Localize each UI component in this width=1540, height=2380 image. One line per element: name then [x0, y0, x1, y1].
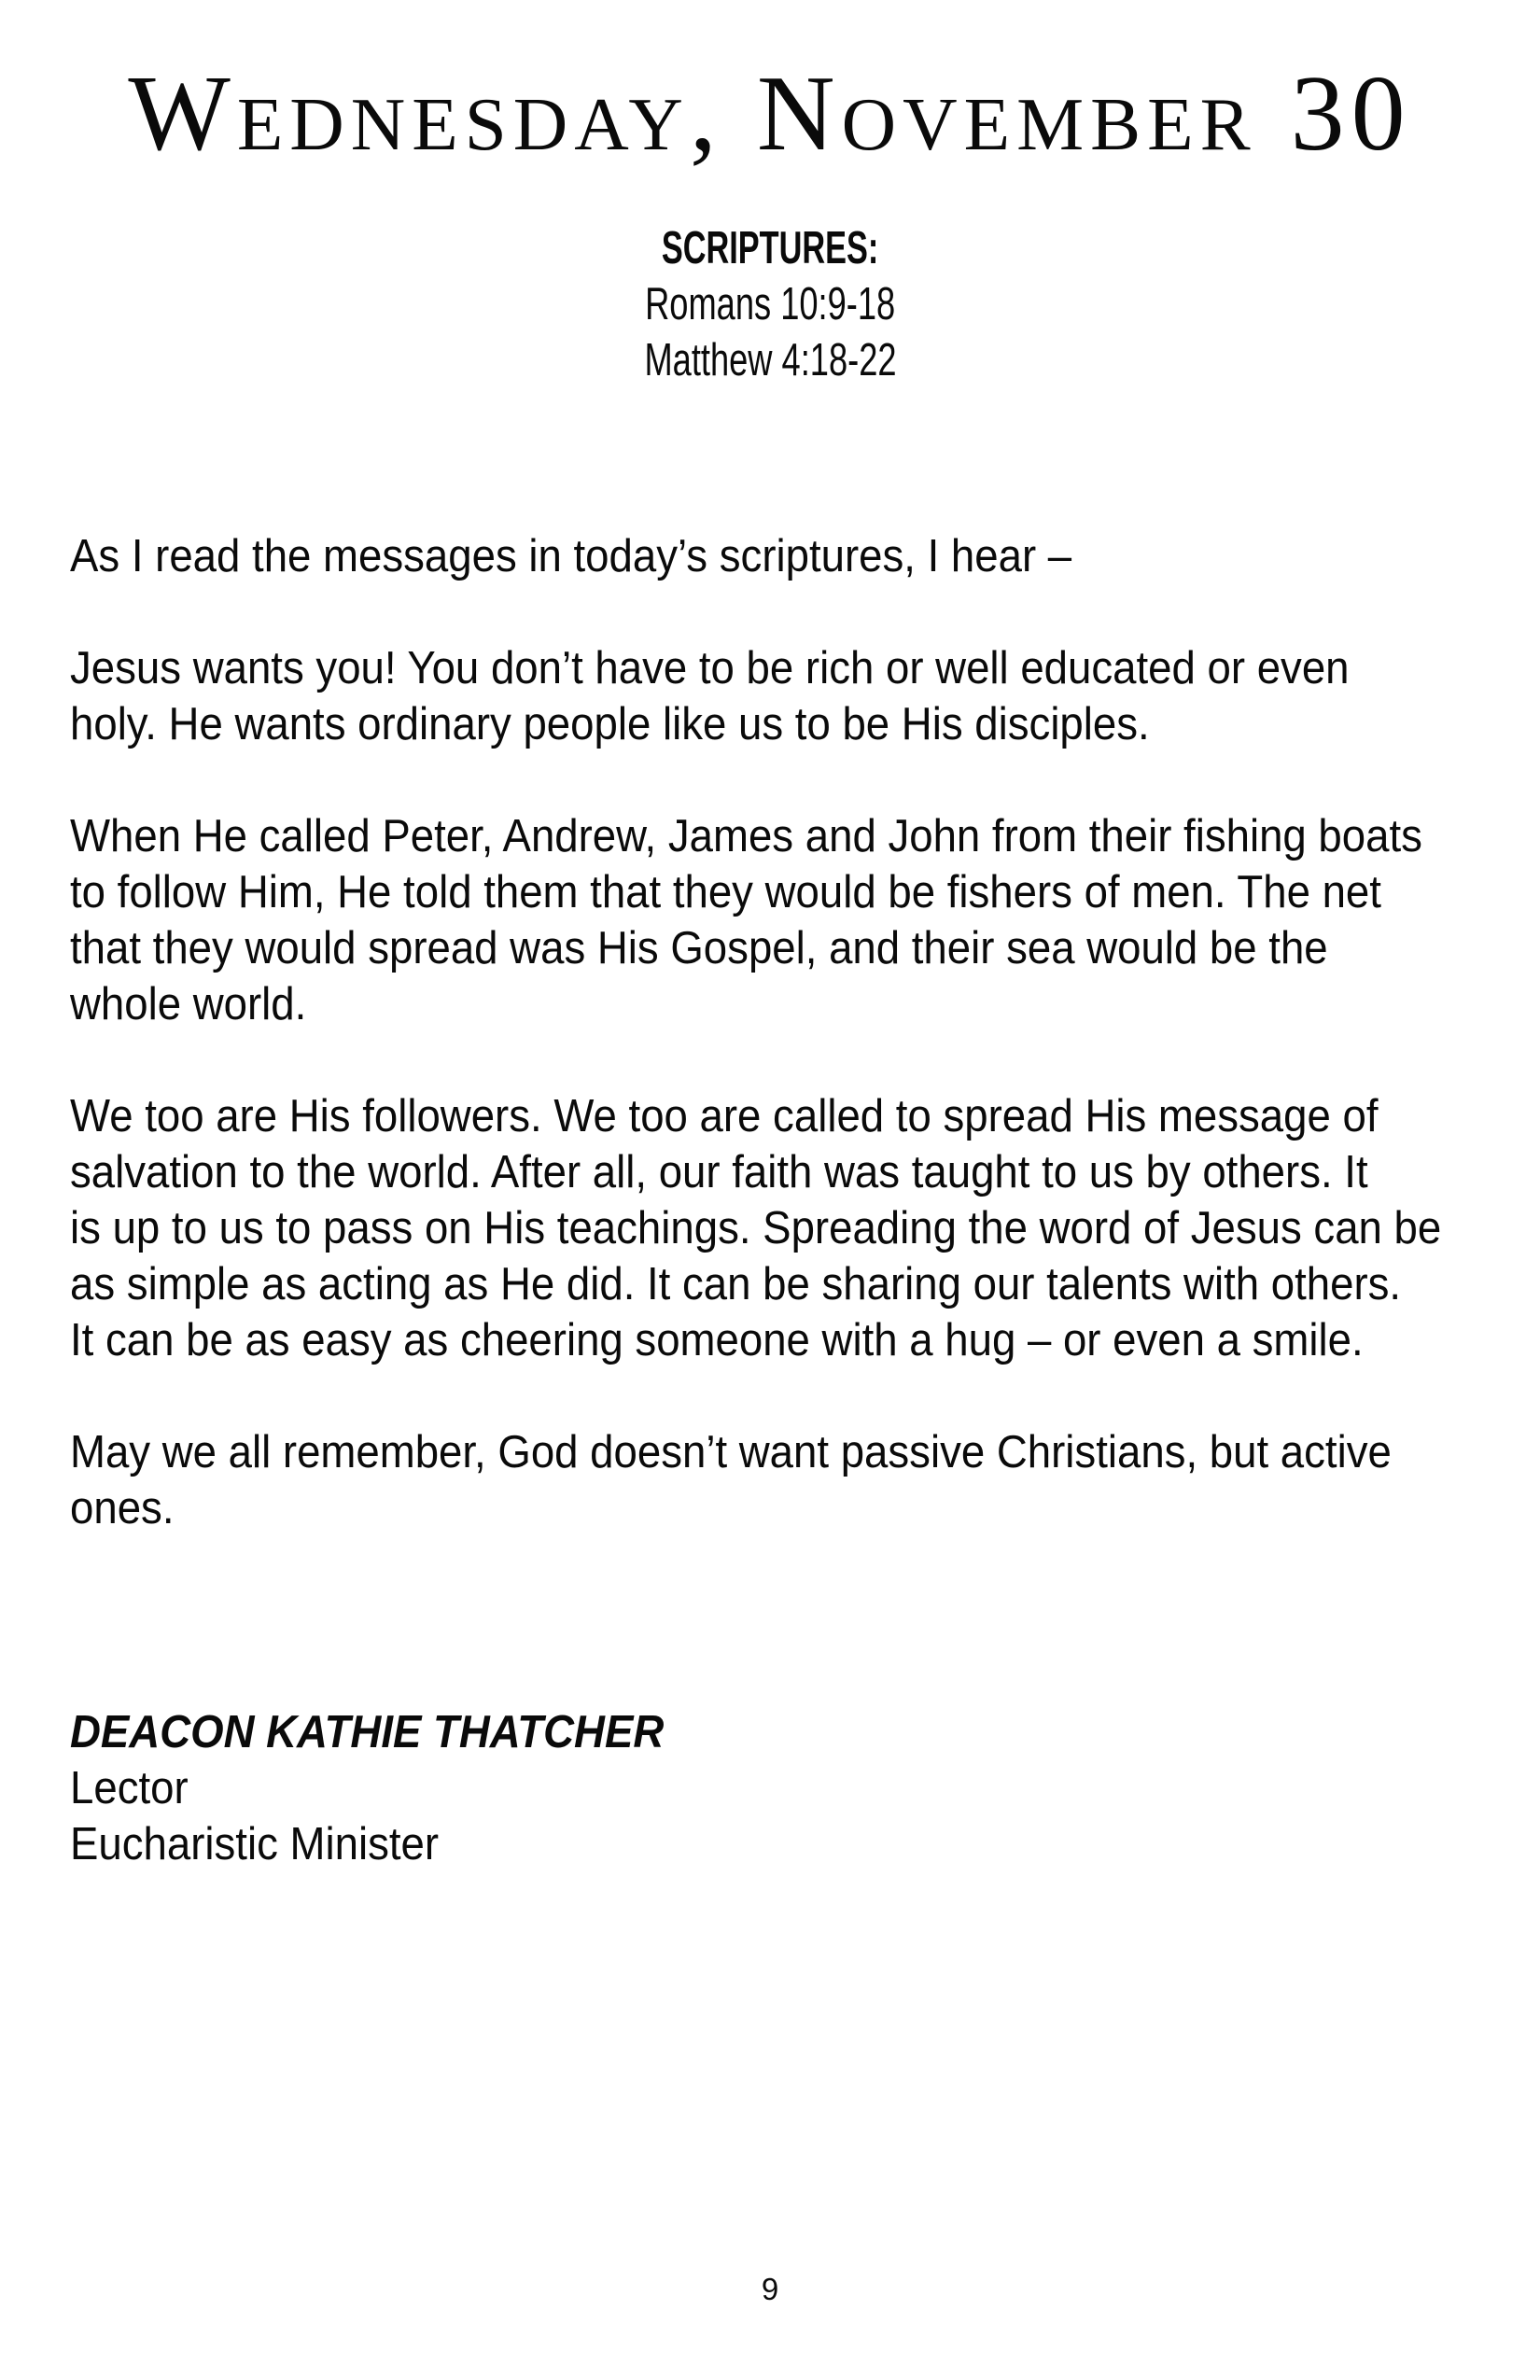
text-line: As I read the messages in today’s scriptures, I hear –: [70, 531, 1072, 581]
text-line: ones.: [70, 1483, 175, 1533]
scripture-reading: [0, 276, 1540, 332]
text-line: Jesus wants you! You don’t have to be rich or well educated or even: [70, 643, 1350, 693]
reflection-paragraph: [70, 1088, 1489, 1368]
text-line: that they would spread was His Gospel, and their sea would be the: [70, 923, 1328, 973]
reflection-body: [70, 528, 1489, 1592]
text-line: whole world.: [70, 979, 307, 1029]
page-title: Wednesday, November 30: [128, 54, 1412, 174]
scriptures-heading-text: SCRIPTURES:: [661, 223, 879, 273]
reflection-paragraph: [70, 1424, 1489, 1536]
text-line: When He called Peter, Andrew, James and John from their fishing boats: [70, 811, 1422, 861]
text-line: It can be as easy as cheering someone with a hug – or even a smile.: [70, 1315, 1364, 1365]
text-line: May we all remember, God doesn’t want passive Christians, but active: [70, 1427, 1392, 1477]
text-line: to follow Him, He told them that they would be fishers of men. The net: [70, 867, 1381, 917]
scripture-reading: [0, 332, 1540, 388]
text-line: holy. He wants ordinary people like us to be His disciples.: [70, 699, 1150, 749]
text-line: is up to us to pass on His teachings. Spreading the word of Jesus can be: [70, 1203, 1442, 1253]
author-role: Lector: [70, 1763, 189, 1813]
reflection-paragraph: [70, 528, 1489, 584]
author-role: Eucharistic Minister: [70, 1819, 440, 1869]
scripture-reading-text: Romans 10:9-18: [644, 279, 896, 329]
page-number: 9: [761, 2272, 779, 2306]
reflection-paragraph: [70, 640, 1489, 752]
text-line: We too are His followers. We too are called to spread His message of: [70, 1091, 1379, 1141]
author-name: DEACON KATHIE THATCHER: [70, 1707, 665, 1757]
scriptures-block: [0, 220, 1540, 388]
scripture-reading-text: Matthew 4:18-22: [643, 335, 897, 385]
author-signature: [70, 1704, 708, 1872]
text-line: as simple as acting as He did. It can be sharing our talents with others.: [70, 1259, 1402, 1309]
scriptures-heading: [0, 220, 1540, 276]
text-line: salvation to the world. After all, our faith was taught to us by others. It: [70, 1147, 1368, 1197]
reflection-paragraph: [70, 808, 1489, 1032]
